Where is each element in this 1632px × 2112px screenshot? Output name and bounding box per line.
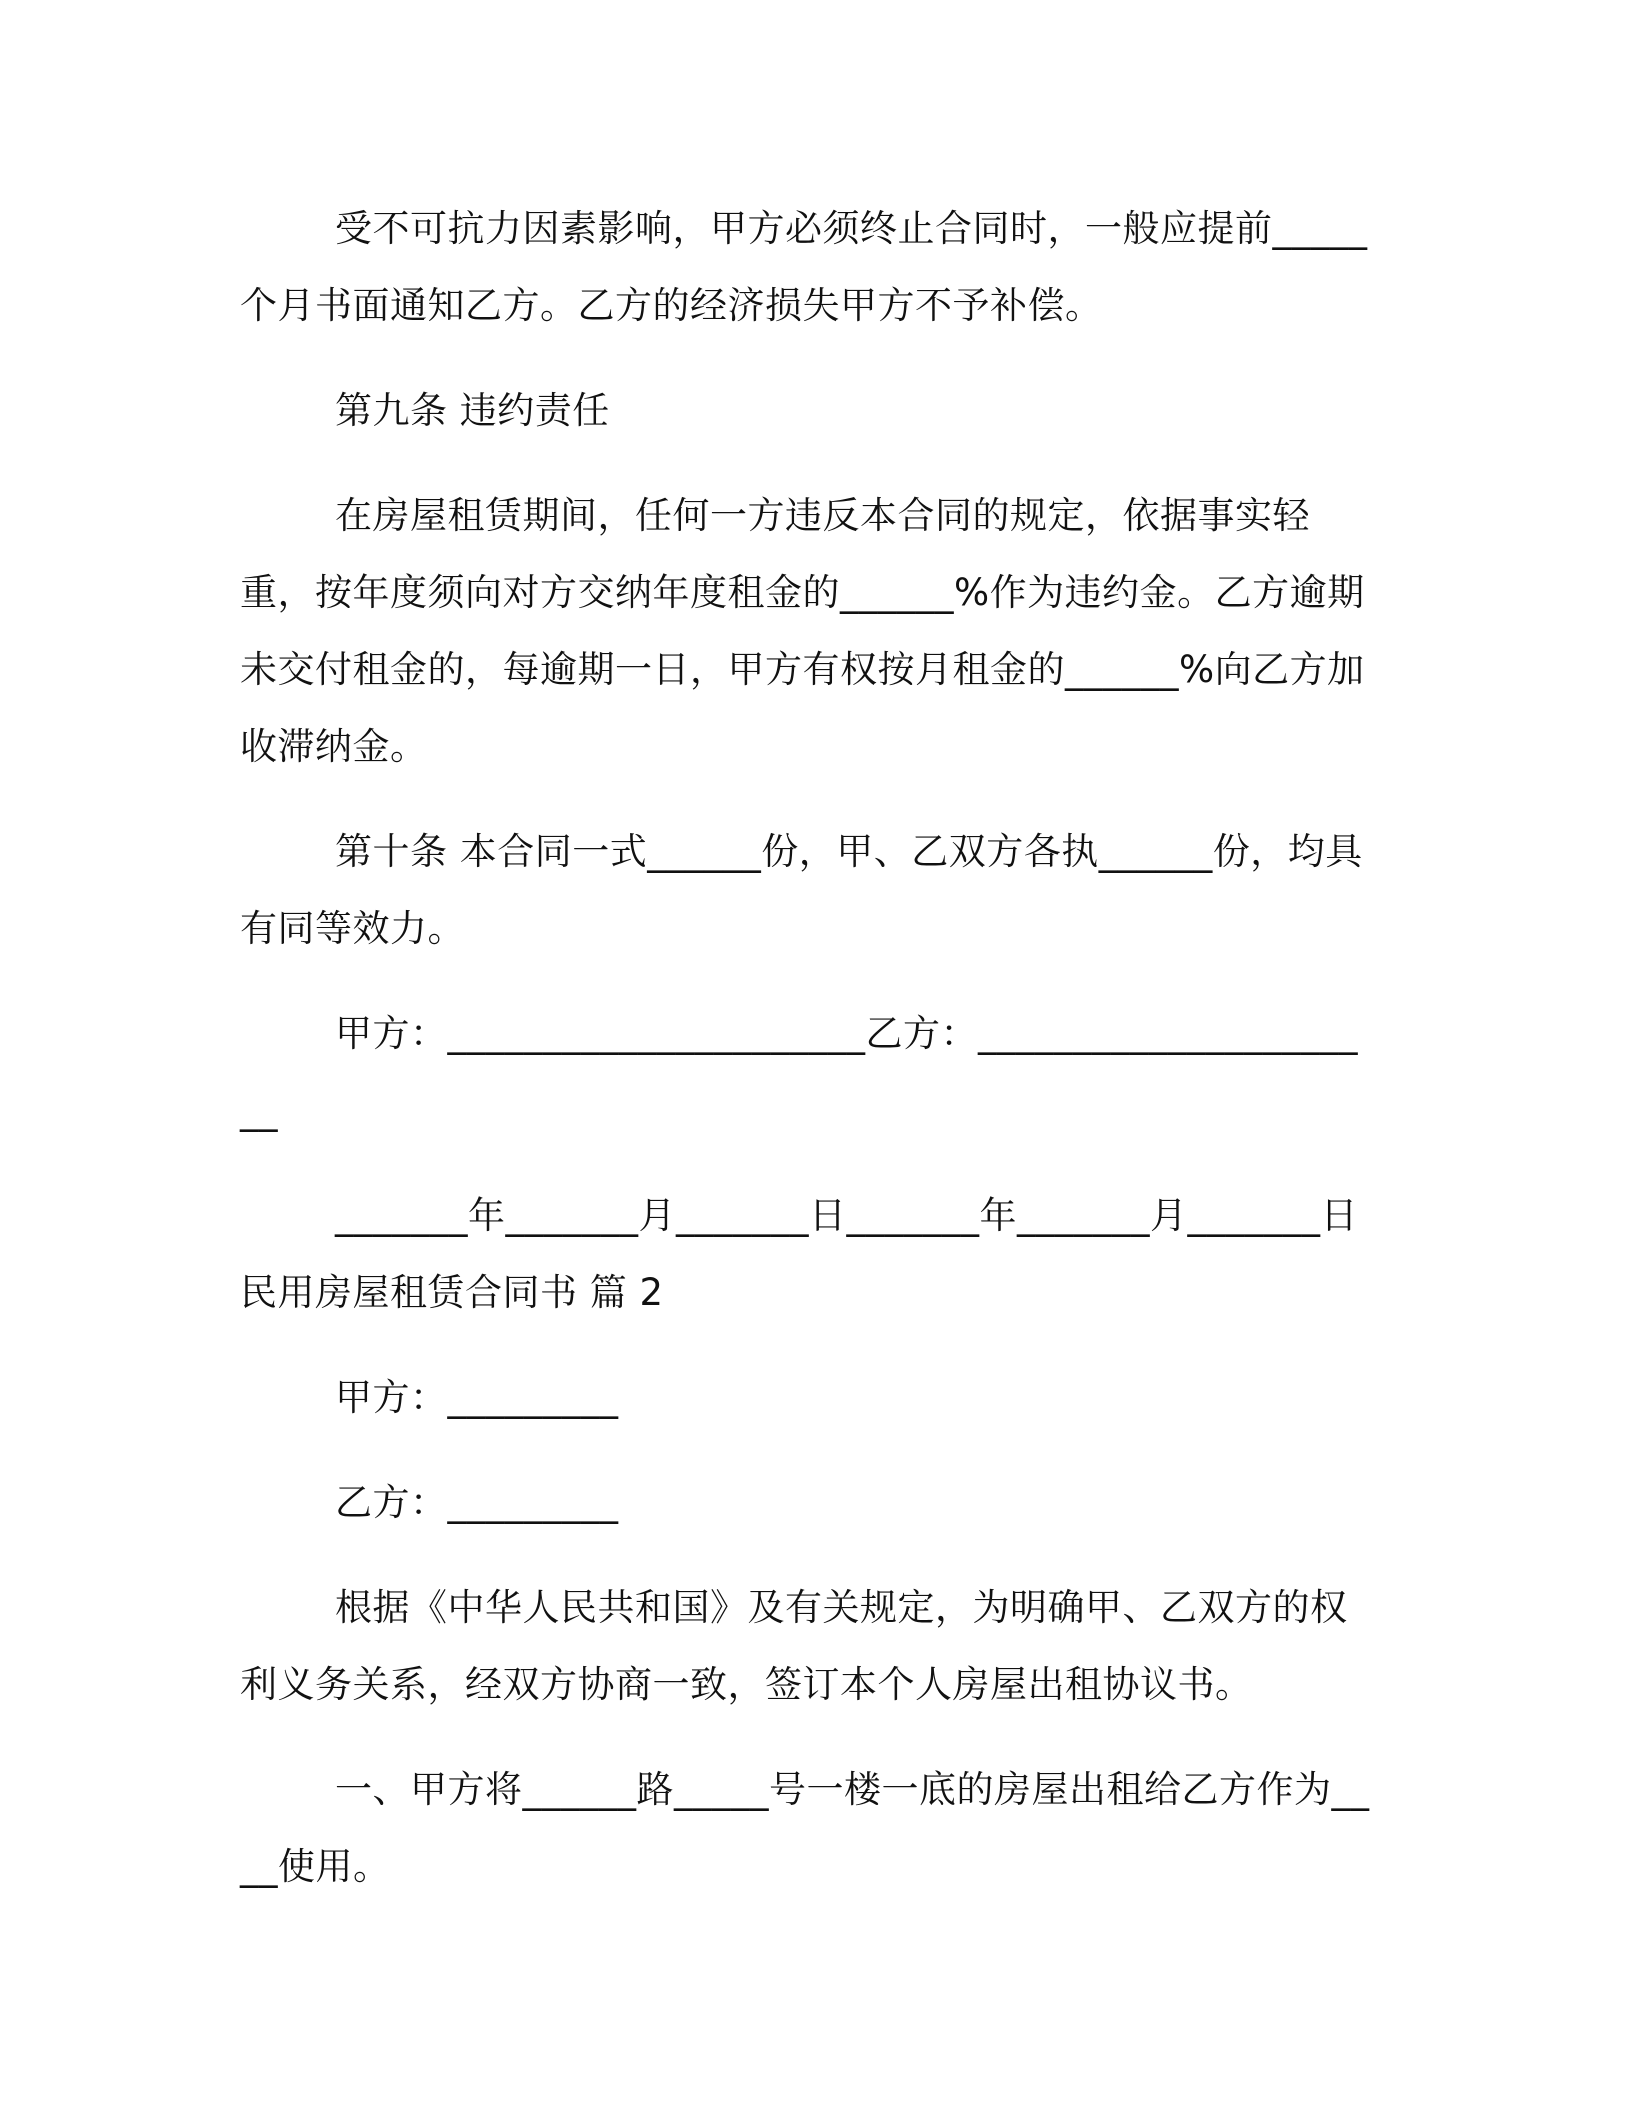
paragraph-preamble: 根据《中华人民共和国》及有关规定，为明确甲、乙双方的权利义务关系，经双方协商一致，签订本个人房屋出租协议书。 bbox=[240, 1586, 1348, 1706]
paragraph-clause-1: 一、甲方将______路_____号一楼一底的房屋出租给乙方作为____使用。 bbox=[240, 1768, 1370, 1888]
document-page bbox=[240, 190, 1375, 1933]
paragraph-breach-liability: 在房屋租赁期间，任何一方违反本合同的规定，依据事实轻重，按年度须向对方交纳年度租金的______%作为违约金。乙方逾期未交付租金的，每逾期一日，甲方有权按月租金的______%向乙方加收滞纳金。 bbox=[240, 494, 1365, 768]
paragraph-force-majeure: 受不可抗力因素影响，甲方必须终止合同时，一般应提前_____个月书面通知乙方。乙方的经济损失甲方不予补偿。 bbox=[240, 207, 1368, 327]
paragraph-article-10: 第十条 本合同一式______份，甲、乙双方各执______份，均具有同等效力。 bbox=[240, 830, 1363, 950]
heading-article-9: 第九条 违约责任 bbox=[335, 389, 610, 432]
date-line-and-title: _______年_______月_______日_______年_______月_______日民用房屋租赁合同书 篇 2 bbox=[240, 1194, 1358, 1314]
party-a-line: 甲方：_________ bbox=[335, 1376, 619, 1419]
party-b-line: 乙方：_________ bbox=[335, 1481, 619, 1524]
signature-line-parties: 甲方：______________________乙方：______________________ bbox=[240, 1012, 1358, 1132]
